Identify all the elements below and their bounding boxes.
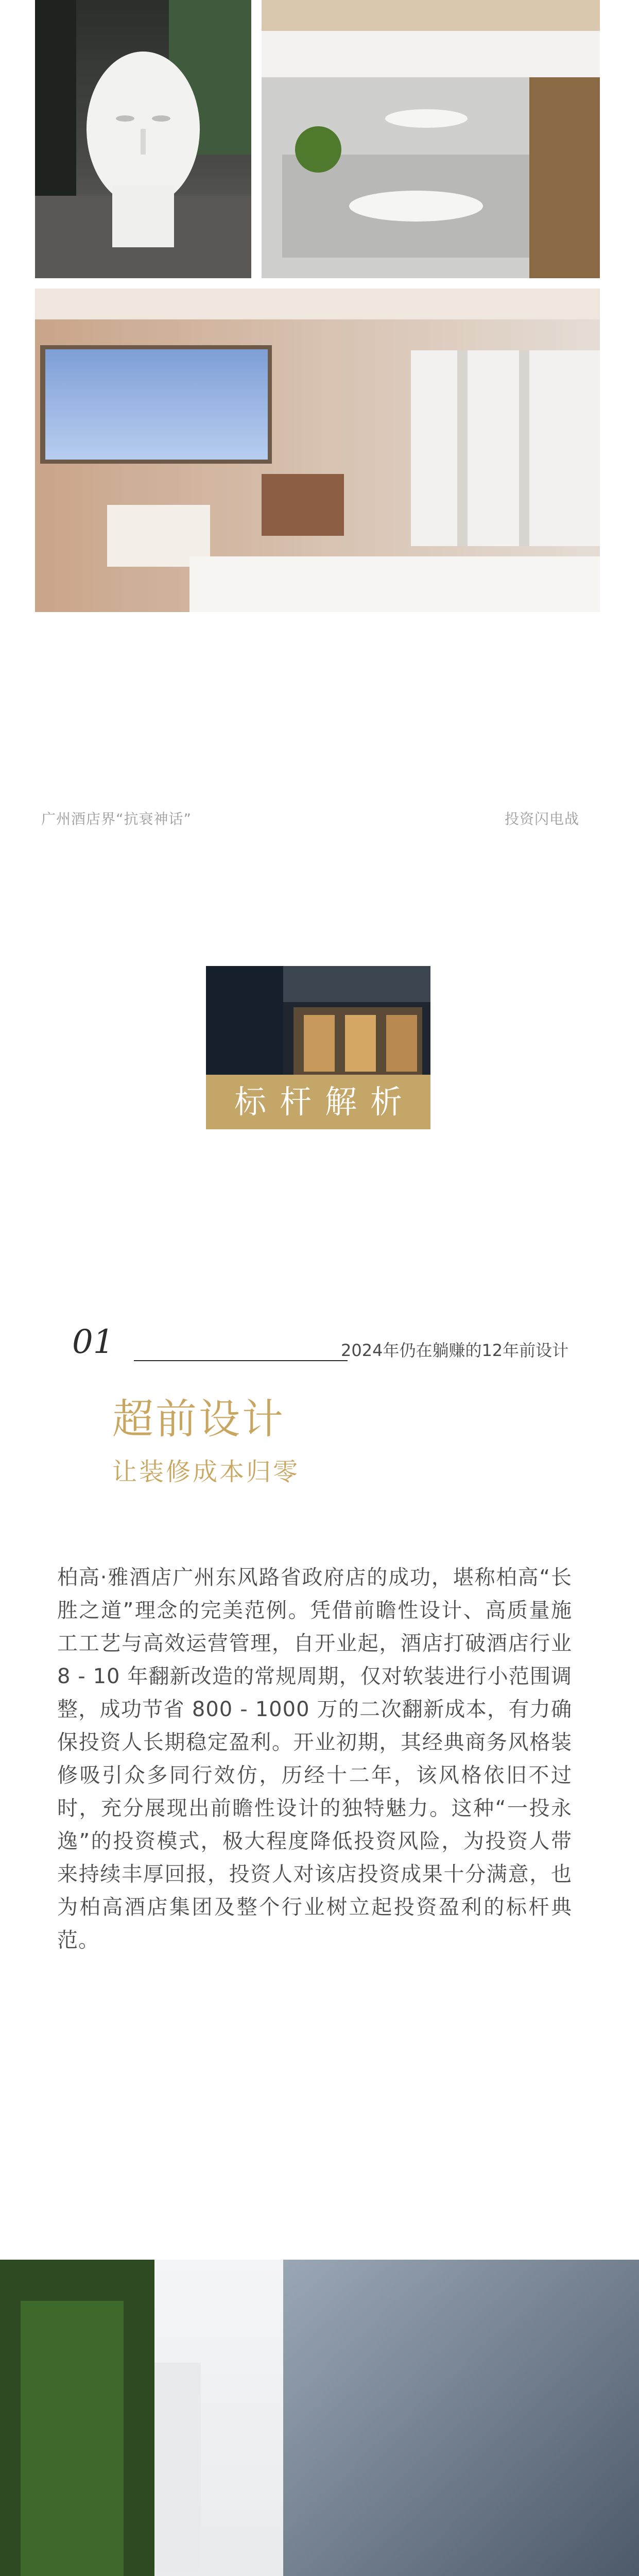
hotel-entrance-thumbnail [206,966,430,1075]
left-caption: 广州酒店界“抗衰神话” [41,810,192,827]
hotel-exterior-photo [0,2260,639,2576]
guestroom-photo [35,289,600,612]
dining-photo [262,0,600,278]
section-subtitle: 2024年仍在躺赚的12年前设计 [341,1341,569,1360]
section-body-text: 柏高·雅酒店广州东风路省政府店的成功，堪称柏高“长胜之道”理念的完美范例。凭借前瞻性设计、高质量施工工艺与高效运营管理，自开业起，酒店打破酒店行业 8 - 10 年翻新改造的常规周期，仅对软装进行小范围调整，成功节省 800 - 1000 万的二次翻新成本，有力确保投资人长期稳定盈利。开业初期，其经典商务风格装修吸引众多同行效仿，历经十二年，该风格依旧不过时，充分展现出前瞻性设计的独特魅力。这种“一投永逸”的投资模式，极大程度降低投资风险，为投资人带来持续丰厚回报，投资人对该店投资成果十分满意，也为柏高酒店集团及整个行业树立起投资盈利的标杆典范。 [57,1566,572,1952]
section-title: 超前设计 [112,1395,285,1443]
right-caption: 投资闪电战 [505,810,580,827]
divider-line [134,1360,348,1361]
benchmark-analysis-label: 标杆解析 [206,1075,430,1129]
section-tagline: 让装修成本归零 [112,1458,300,1486]
section-number: 01 [72,1323,114,1361]
sculpture-photo [35,0,251,278]
